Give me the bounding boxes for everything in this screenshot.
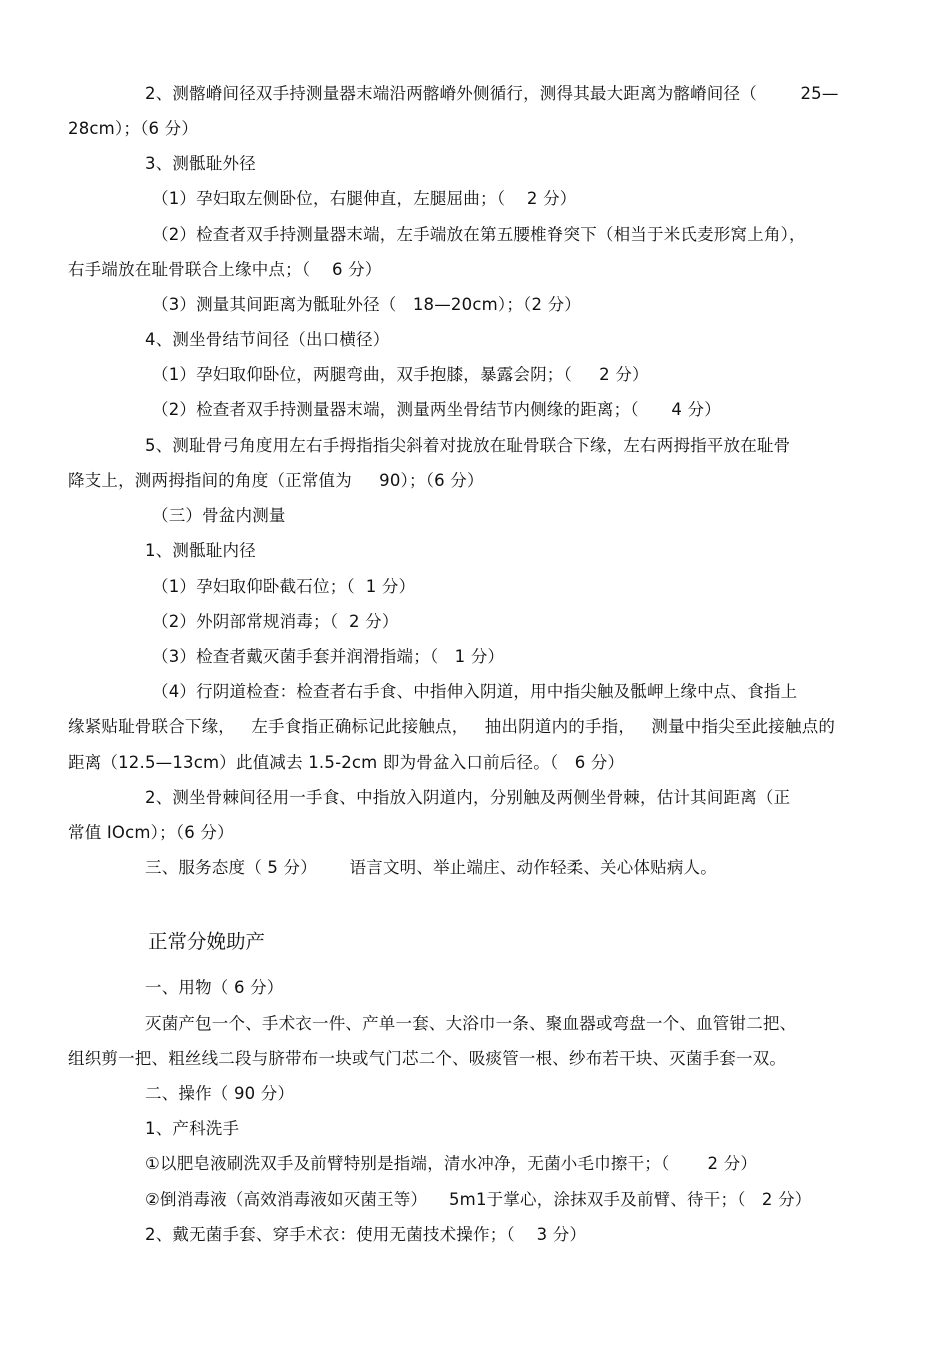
text-line: 2、测坐骨棘间径用一手食、中指放入阴道内，分别触及两侧坐骨棘，估计其间距离（正 <box>145 788 791 807</box>
text-line: （3）测量其间距离为骶耻外径（ 18—20cm）；（2 分） <box>152 295 582 314</box>
text-line: 一、用物（ 6 分） <box>145 978 284 997</box>
text-line: 缘紧贴耻骨联合下缘， 左手食指正确标记此接触点， 抽出阴道内的手指， 测量中指尖至此接触点的 <box>68 717 836 736</box>
text-line: 2、测髂嵴间径双手持测量器末端沿两髂嵴外侧循行，测得其最大距离为髂嵴间径（ 25— <box>145 84 839 103</box>
text-line: （1）孕妇取仰卧位，两腿弯曲，双手抱膝，暴露会阴；（ 2 分） <box>152 365 649 384</box>
text-line: 距离（12.5—13cm）此值减去 1.5-2cm 即为骨盆入口前后径。（ 6 分） <box>68 753 625 772</box>
text-line: 3、测骶耻外径 <box>145 154 256 173</box>
text-line: 4、测坐骨结节间径（出口横径） <box>145 330 390 349</box>
text-line: （2）外阴部常规消毒；（ 2 分） <box>152 612 399 631</box>
text-line: 1、测骶耻内径 <box>145 541 256 560</box>
text-line: （三）骨盆内测量 <box>152 506 286 525</box>
section-heading: 正常分娩助产 <box>148 930 266 953</box>
text-line: 灭菌产包一个、手术衣一件、产单一套、大浴巾一条、聚血器或弯盘一个、血管钳二把、 <box>145 1014 797 1033</box>
text-line: 28cm）；（6 分） <box>68 119 199 138</box>
text-line: （3）检查者戴灭菌手套并润滑指端；（ 1 分） <box>152 647 505 666</box>
text-line: （4）行阴道检查：检查者右手食、中指伸入阴道，用中指尖触及骶岬上缘中点、食指上 <box>152 682 798 701</box>
text-line: 1、产科洗手 <box>145 1119 240 1138</box>
text-line: 5、测耻骨弓角度用左右手拇指指尖斜着对拢放在耻骨联合下缘，左右两拇指平放在耻骨 <box>145 436 791 455</box>
text-line: ②倒消毒液（高效消毒液如灭菌王等） 5m1于掌心，涂抹双手及前臂、待干；（ 2 分） <box>145 1190 812 1209</box>
text-line: 降支上，测两拇指间的角度（正常值为 90）；（6 分） <box>68 471 484 490</box>
text-line: （2）检查者双手持测量器末端，左手端放在第五腰椎脊突下（相当于米氏麦形窝上角）， <box>152 225 806 244</box>
text-line: 组织剪一把、粗丝线二段与脐带布一块或气门芯二个、吸痰管一根、纱布若干块、灭菌手套一双。 <box>68 1049 787 1068</box>
text-line: 2、戴无菌手套、穿手术衣：使用无菌技术操作；（ 3 分） <box>145 1225 587 1244</box>
text-line: （1）孕妇取左侧卧位，右腿伸直，左腿屈曲；（ 2 分） <box>152 189 577 208</box>
text-line: 常值 IOcm）；（6 分） <box>68 823 234 842</box>
text-line: 三、服务态度（ 5 分） 语言文明、举止端庄、动作轻柔、关心体贴病人。 <box>145 858 717 877</box>
text-line: 二、操作（ 90 分） <box>145 1084 295 1103</box>
text-line: 右手端放在耻骨联合上缘中点；（ 6 分） <box>68 260 382 279</box>
text-line: （2）检查者双手持测量器末端，测量两坐骨结节内侧缘的距离；（ 4 分） <box>152 400 721 419</box>
text-line: ①以肥皂液刷洗双手及前臂特别是指端，清水冲净，无菌小毛巾擦干；（ 2 分） <box>145 1154 758 1173</box>
text-line: （1）孕妇取仰卧截石位；（ 1 分） <box>152 577 416 596</box>
